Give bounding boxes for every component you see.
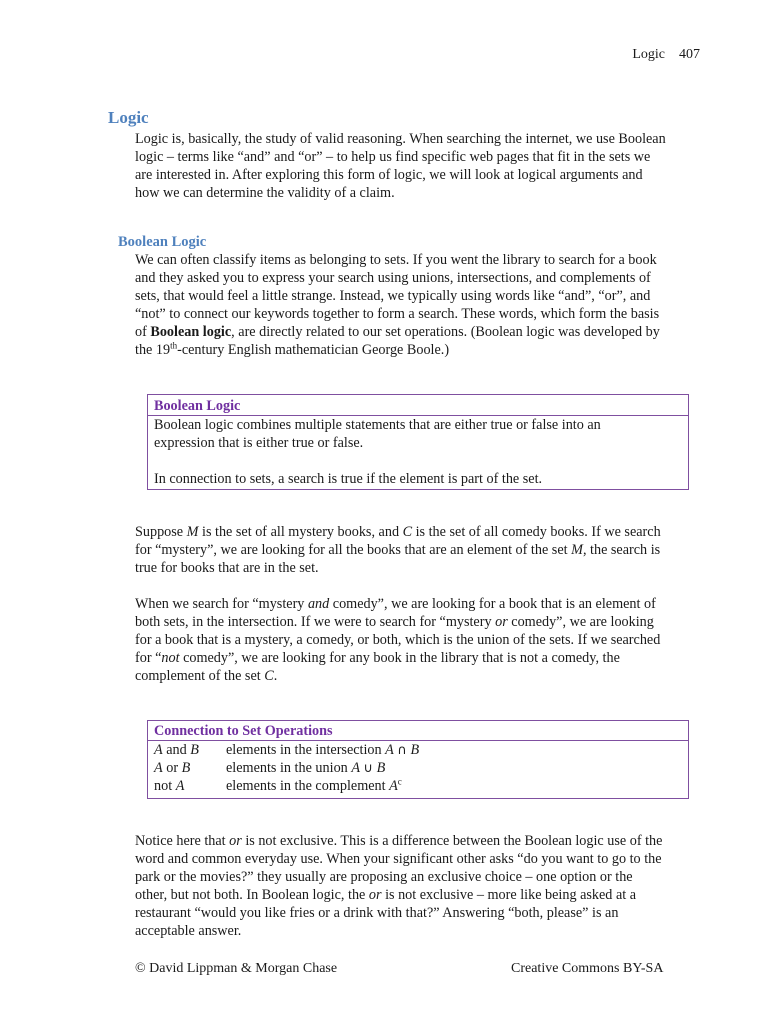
- bold-term: Boolean logic: [150, 324, 232, 340]
- paragraph-line: [135, 595, 705, 613]
- text-run: , are directly related to our set operations. (Boolean logic was developed by: [231, 324, 660, 340]
- text-run: When we search for “mystery: [135, 596, 308, 612]
- operations-term: [154, 777, 226, 795]
- text-run: Suppose: [135, 524, 187, 540]
- paragraph-line: [135, 649, 705, 667]
- set-variable: A: [154, 742, 163, 758]
- text-run: for “: [135, 650, 162, 666]
- text-run: not: [154, 778, 176, 794]
- paragraph-line: park or the movies?” they usually are proposing an exclusive choice – one option or the: [135, 869, 633, 885]
- complement-superscript: c: [397, 776, 402, 787]
- boolean-paragraph: [135, 251, 705, 359]
- paragraph-line: [135, 832, 705, 850]
- emphasis: not: [161, 650, 180, 666]
- text-run: complement of the set: [135, 668, 265, 684]
- text-run: is the set of all mystery books, and: [198, 524, 403, 540]
- operations-box: [147, 720, 689, 799]
- set-variable: A: [175, 778, 185, 794]
- text-run: elements in the union: [226, 760, 352, 776]
- definition-line: Boolean logic combines multiple statements that are either true or false into an: [154, 417, 601, 433]
- text-run: and: [162, 742, 191, 758]
- text-run: elements in the intersection: [226, 742, 386, 758]
- paragraph-line: true for books that are in the set.: [135, 560, 319, 576]
- paragraph-line: acceptable answer.: [135, 923, 242, 939]
- paragraph-line: [135, 667, 705, 685]
- text-run: other, but not both. In Boolean logic, the: [135, 887, 369, 903]
- notice-paragraph: [135, 832, 705, 940]
- subsection-title: Boolean Logic: [118, 234, 207, 250]
- set-variable: B: [190, 742, 199, 758]
- footer-license: Creative Commons BY-SA: [511, 961, 664, 976]
- emphasis: or: [229, 833, 242, 849]
- operations-row: [154, 777, 688, 795]
- text-run: comedy”, we are looking for a book that is an element of: [329, 596, 656, 612]
- emphasis: or: [495, 614, 508, 630]
- set-variable: B: [181, 760, 191, 776]
- intro-line: are interested in. After exploring this form of logic, we will look at logical arguments and: [135, 167, 643, 183]
- paragraph-line: “not” to connect our keywords together to form a search. These words, which form the basis: [135, 306, 660, 322]
- emphasis: or: [368, 887, 382, 903]
- text-run: both sets, in the intersection. If we were to search for “mystery: [135, 614, 496, 630]
- emphasis: and: [307, 596, 330, 612]
- paragraph-line: [135, 541, 705, 559]
- set-variable: B: [410, 742, 420, 758]
- definition-line: expression that is either true or false.: [154, 435, 364, 451]
- text-run: is the set of all comedy books. If we search: [412, 524, 661, 540]
- paragraph-line: [135, 523, 705, 541]
- set-variable: M: [186, 524, 199, 540]
- definition-box-body: [148, 416, 688, 488]
- set-variable: A: [154, 760, 163, 776]
- page-header: [632, 46, 700, 64]
- set-variable: A: [385, 742, 394, 758]
- text-run: elements in the complement: [226, 778, 390, 794]
- text-run: the 19: [135, 342, 171, 358]
- intro-line: how we can determine the validity of a claim.: [135, 185, 395, 201]
- text-run: Notice here that: [135, 833, 230, 849]
- intersection-symbol: ∩: [397, 743, 407, 758]
- set-variable: A: [351, 760, 360, 776]
- intro-paragraph: [135, 130, 705, 202]
- set-variable: C: [402, 524, 413, 540]
- intro-line: logic – terms like “and” and “or” – to help us find specific web pages that fit in the sets we: [135, 149, 651, 165]
- union-symbol: ∪: [363, 761, 374, 776]
- paragraph-line: [135, 341, 705, 359]
- operations-description: [226, 777, 402, 795]
- text-run: of: [135, 324, 151, 340]
- operations-row: [154, 741, 688, 759]
- search-paragraph: [135, 595, 705, 685]
- definition-box-title: Boolean Logic: [148, 395, 688, 416]
- text-run: for “mystery”, we are looking for all the books that are an element of the set: [135, 542, 572, 558]
- page-number: 407: [679, 47, 700, 62]
- operations-box-title: Connection to Set Operations: [148, 721, 688, 741]
- intro-line: Logic is, basically, the study of valid reasoning. When searching the internet, we use Boolean: [135, 131, 666, 147]
- paragraph-line: sets, that would feel a little strange. Instead, we typically using words like “and”, “or”, and: [135, 288, 651, 304]
- paragraph-line: restaurant “would you like fries or a drink with that?” Answering “both, please” is an: [135, 905, 619, 921]
- set-variable: M: [571, 542, 583, 558]
- superscript: th: [170, 340, 178, 351]
- paragraph-line: and they asked you to express your search using unions, intersections, and complements of: [135, 270, 651, 286]
- operations-row: [154, 759, 688, 777]
- operations-table: [148, 741, 688, 798]
- text-run: or: [162, 760, 182, 776]
- text-run: -century English mathematician George Boole.): [177, 342, 450, 358]
- mystery-paragraph: [135, 523, 705, 577]
- definition-line: In connection to sets, a search is true if the element is part of the set.: [154, 471, 543, 487]
- header-title: Logic: [632, 47, 665, 62]
- paragraph-line: word and common everyday use. When your significant other asks “do you want to go to the: [135, 851, 662, 867]
- operations-description: [226, 759, 385, 777]
- text-run: comedy”, we are looking for any book in the library that is not a comedy, the: [179, 650, 620, 666]
- paragraph-line: [135, 613, 705, 631]
- text-run: comedy”, we are looking: [507, 614, 654, 630]
- text-run: is not exclusive – more like being asked at a: [381, 887, 637, 903]
- section-title: Logic: [108, 108, 149, 127]
- paragraph-line: for a book that is a mystery, a comedy, or both, which is the union of the sets. If we searched: [135, 632, 661, 648]
- footer-authors: © David Lippman & Morgan Chase: [135, 961, 338, 976]
- text-run: is not exclusive. This is a difference between the Boolean logic use of the: [241, 833, 663, 849]
- paragraph-line: We can often classify items as belonging to sets. If you went the library to search for a book: [135, 252, 657, 268]
- text-run: , the search is: [582, 542, 661, 558]
- operations-description: [226, 741, 419, 759]
- text-run: .: [273, 668, 278, 684]
- set-variable: B: [376, 760, 386, 776]
- operations-term: [154, 741, 226, 759]
- blank-line: [154, 452, 688, 470]
- paragraph-line: [135, 323, 705, 341]
- set-variable: A: [389, 778, 398, 794]
- paragraph-line: [135, 886, 705, 904]
- definition-box: [147, 394, 689, 490]
- set-variable: C: [264, 668, 274, 684]
- operations-term: [154, 759, 226, 777]
